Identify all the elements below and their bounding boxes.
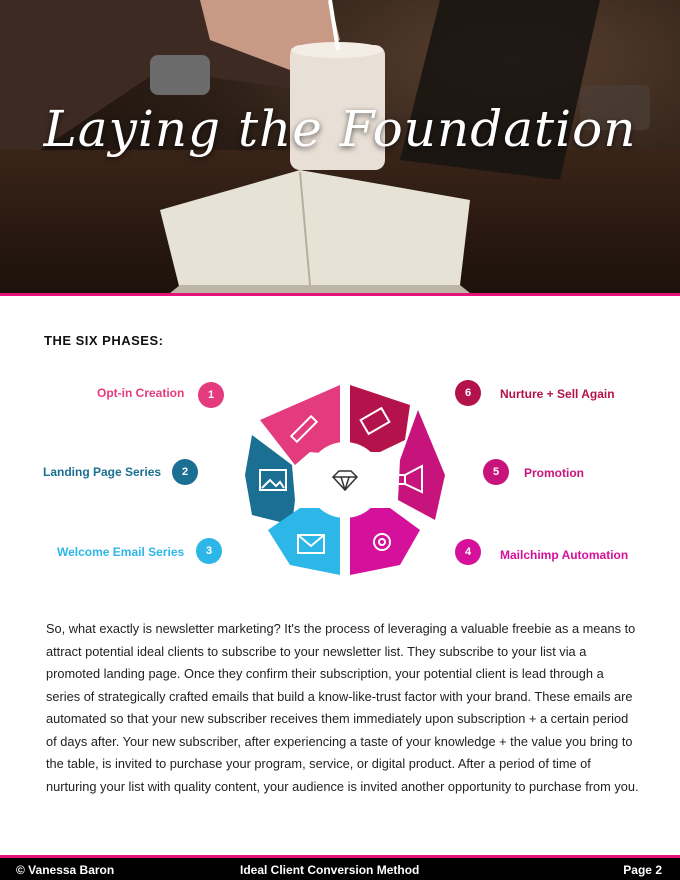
wheel-segment-6 <box>350 385 410 452</box>
footer <box>0 855 680 880</box>
footer-page-number: Page 2 <box>623 863 662 877</box>
phase-label-4: Mailchimp Automation <box>500 548 629 562</box>
phase-label-6: Nurture + Sell Again <box>500 387 615 401</box>
phase-number-6: 6 <box>455 380 481 406</box>
section-title: THE SIX PHASES: <box>44 333 164 348</box>
phase-number-4: 4 <box>455 539 481 565</box>
phase-label-1: Opt-in Creation <box>97 386 185 400</box>
hero-image <box>0 0 680 293</box>
footer-copyright: © Vanessa Baron <box>16 863 115 877</box>
phase-label-2: Landing Page Series <box>43 465 162 479</box>
phase-label-3: Welcome Email Series <box>57 545 185 559</box>
phase-label-5: Promotion <box>524 466 584 480</box>
body-paragraph: So, what exactly is newsletter marketing? It's the process of leveraging a valuable freebie as a means to attract potential ideal clients to subscribe to your newsletter list. They subscribe to your list via a promoted landing page. Once they confirm their subscription, your potential client is lead through a series of strategically crafted emails that build a know-like-trust factor with your brand. These emails are automated so that your new subscriber receives them immediately upon subscription + a certain period of days after. Your new subscriber, after experiencing a taste of your knowledge + the value you bring to the table, is invited to purchase your program, service, or digital product. After a period of time of nurturing your list with quality content, your audience is invited another opportunity to purchase from you. <box>46 621 639 794</box>
phase-number-5: 5 <box>483 459 509 485</box>
hero-divider <box>0 293 680 296</box>
phases-wheel <box>240 380 450 580</box>
phase-number-3: 3 <box>196 538 222 564</box>
page-title: Laying the Foundation <box>43 100 637 158</box>
footer-document-title: Ideal Client Conversion Method <box>240 863 420 877</box>
phase-number-1: 1 <box>198 382 224 408</box>
phase-number-2: 2 <box>172 459 198 485</box>
